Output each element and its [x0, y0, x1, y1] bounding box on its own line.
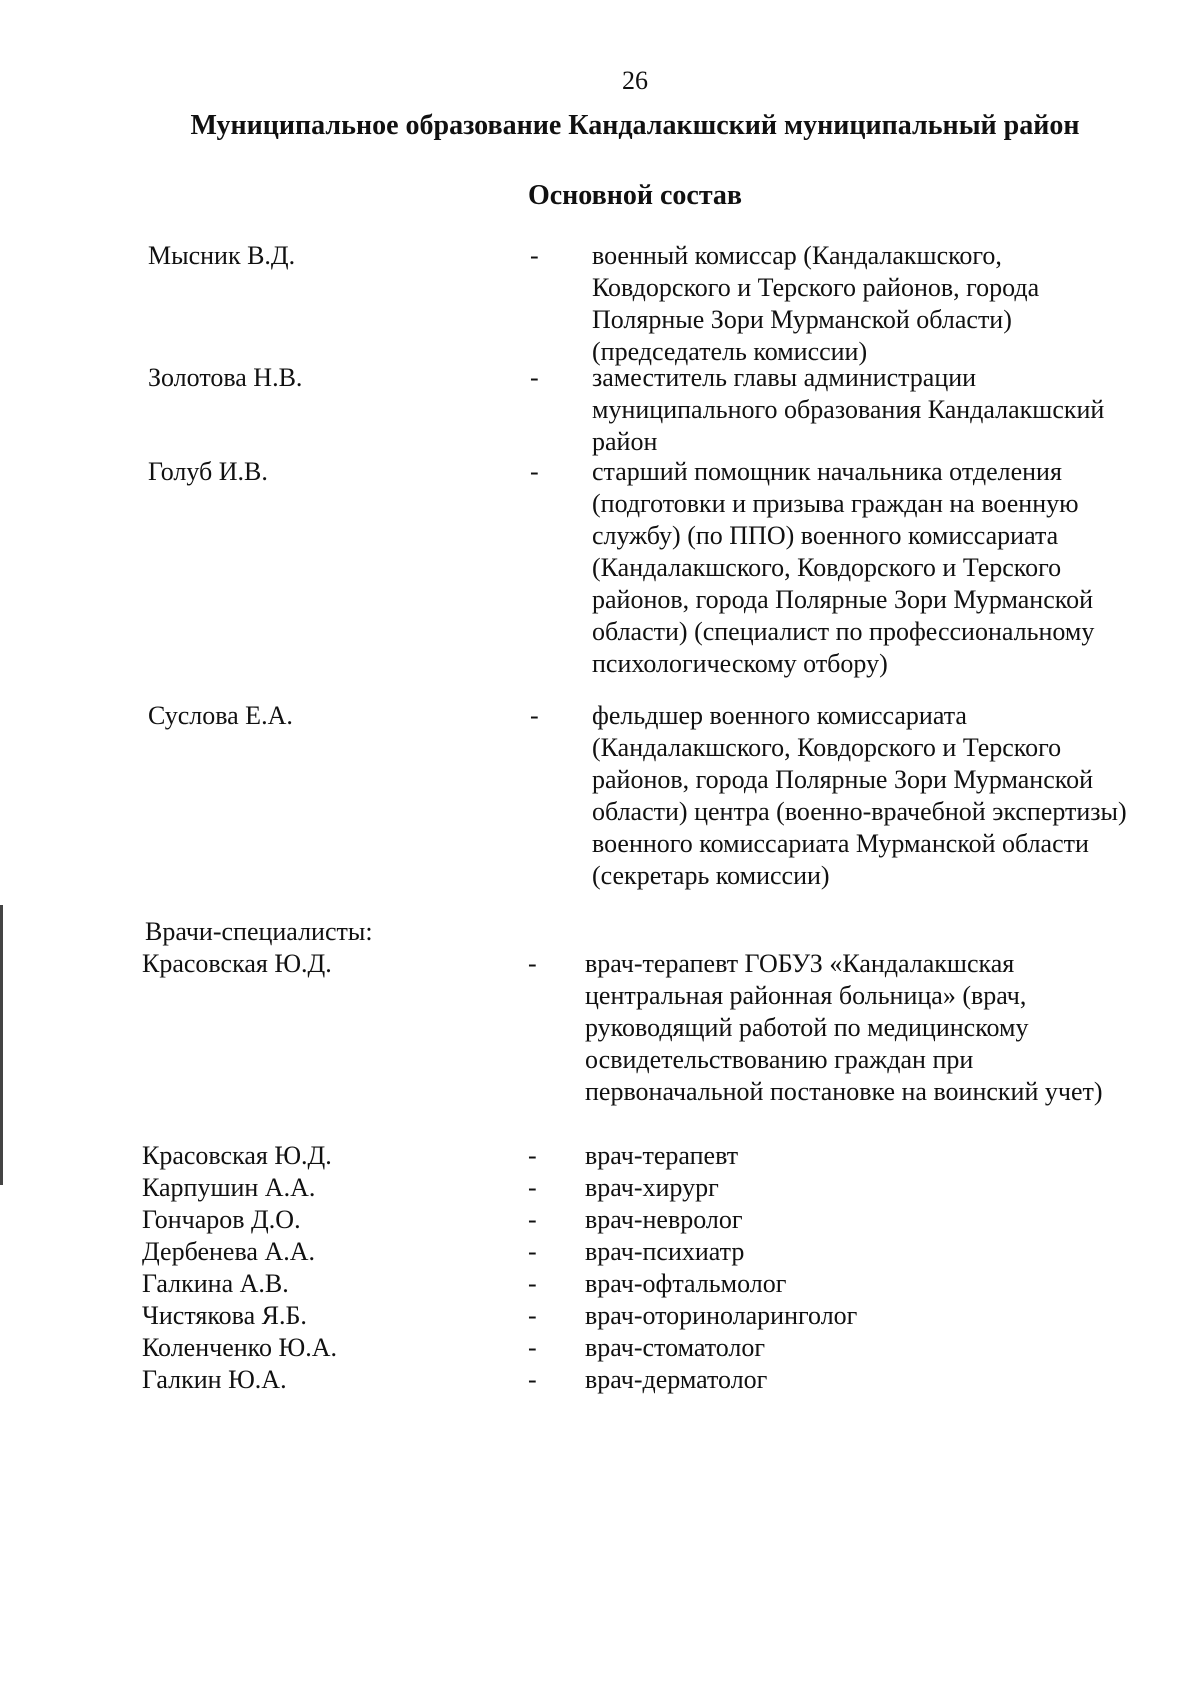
member-name: Чистякова Я.Б.	[142, 1301, 307, 1330]
specialists-heading: Врачи-специалисты:	[145, 917, 373, 946]
member-name: Красовская Ю.Д.	[142, 1141, 332, 1170]
specialist-entry	[0, 1236, 1200, 1268]
specialist-entry	[0, 1332, 1200, 1364]
specialist-entry	[0, 1204, 1200, 1236]
member-entry	[0, 456, 1200, 700]
specialist-entry	[0, 1300, 1200, 1332]
member-name: Галкин Ю.А.	[142, 1365, 287, 1394]
member-name: Красовская Ю.Д.	[142, 949, 332, 978]
dash-separator: -	[530, 241, 539, 270]
member-role: врач-оториноларинголог	[585, 1301, 858, 1330]
member-name: Дербенева А.А.	[142, 1237, 315, 1266]
dash-separator: -	[528, 1237, 537, 1266]
member-name: Карпушин А.А.	[142, 1173, 316, 1202]
member-name: Коленченко Ю.А.	[142, 1333, 337, 1362]
member-role: врач-невролог	[585, 1205, 743, 1234]
member-name: Голуб И.В.	[148, 457, 268, 486]
member-role: фельдшер военного комиссариата (Кандалакшского, Ковдорского и Терского районов, города Полярные Зори Мурманской области) центра (военно-врачебной экспертизы) военного комиссариата Мурманской области (секретарь комиссии)	[592, 701, 1127, 890]
dash-separator: -	[528, 1365, 537, 1394]
member-name: Золотова Н.В.	[148, 363, 303, 392]
specialist-entry	[0, 1268, 1200, 1300]
member-role: военный комиссар (Кандалакшского, Ковдорского и Терского районов, города Полярные Зори Мурманской области) (председатель комиссии)	[592, 241, 1040, 366]
member-role: врач-терапевт ГОБУЗ «Кандалакшская центральная районная больница» (врач, руководящий работой по медицинскому освидетельствованию граждан при первоначальной постановке на воинский учет)	[585, 949, 1103, 1106]
dash-separator: -	[530, 457, 539, 486]
dash-separator: -	[528, 1269, 537, 1298]
member-name: Суслова Е.А.	[148, 701, 293, 730]
specialist-entry	[0, 1140, 1200, 1172]
document-title: Муниципальное образование Кандалакшский муниципальный район	[190, 110, 1080, 141]
member-name: Мысник В.Д.	[148, 241, 296, 270]
member-role: врач-хирург	[585, 1173, 719, 1202]
specialist-entry	[0, 1172, 1200, 1204]
member-entry	[0, 700, 1200, 916]
member-name: Галкина А.В.	[142, 1269, 289, 1298]
dash-separator: -	[528, 1333, 537, 1362]
lead-specialist-entry	[0, 948, 1200, 1140]
dash-separator: -	[530, 363, 539, 392]
member-entry	[0, 362, 1200, 456]
member-role: врач-психиатр	[585, 1237, 745, 1266]
member-role: врач-офтальмолог	[585, 1269, 787, 1298]
member-role: заместитель главы администрации муниципального образования Кандалакшский район	[592, 363, 1105, 456]
member-role: врач-терапевт	[585, 1141, 739, 1170]
member-role: врач-дерматолог	[585, 1365, 768, 1394]
page-number: 26	[622, 66, 648, 95]
member-role: старший помощник начальника отделения (подготовки и призыва граждан на военную службу) (по ППО) военного комиссариата (Кандалакшского, Ковдорского и Терского районов, города Полярные Зори Мурманской области) (специалист по профессиональному психологическому отбору)	[592, 457, 1095, 678]
dash-separator: -	[528, 949, 537, 978]
dash-separator: -	[528, 1141, 537, 1170]
member-entry	[0, 240, 1200, 366]
dash-separator: -	[528, 1173, 537, 1202]
dash-separator: -	[530, 701, 539, 730]
member-name: Гончаров Д.О.	[142, 1205, 301, 1234]
members-list	[0, 240, 1200, 1396]
dash-separator: -	[528, 1301, 537, 1330]
section-subtitle: Основной состав	[527, 180, 743, 211]
dash-separator: -	[528, 1205, 537, 1234]
specialist-entry	[0, 1364, 1200, 1396]
member-role: врач-стоматолог	[585, 1333, 766, 1362]
